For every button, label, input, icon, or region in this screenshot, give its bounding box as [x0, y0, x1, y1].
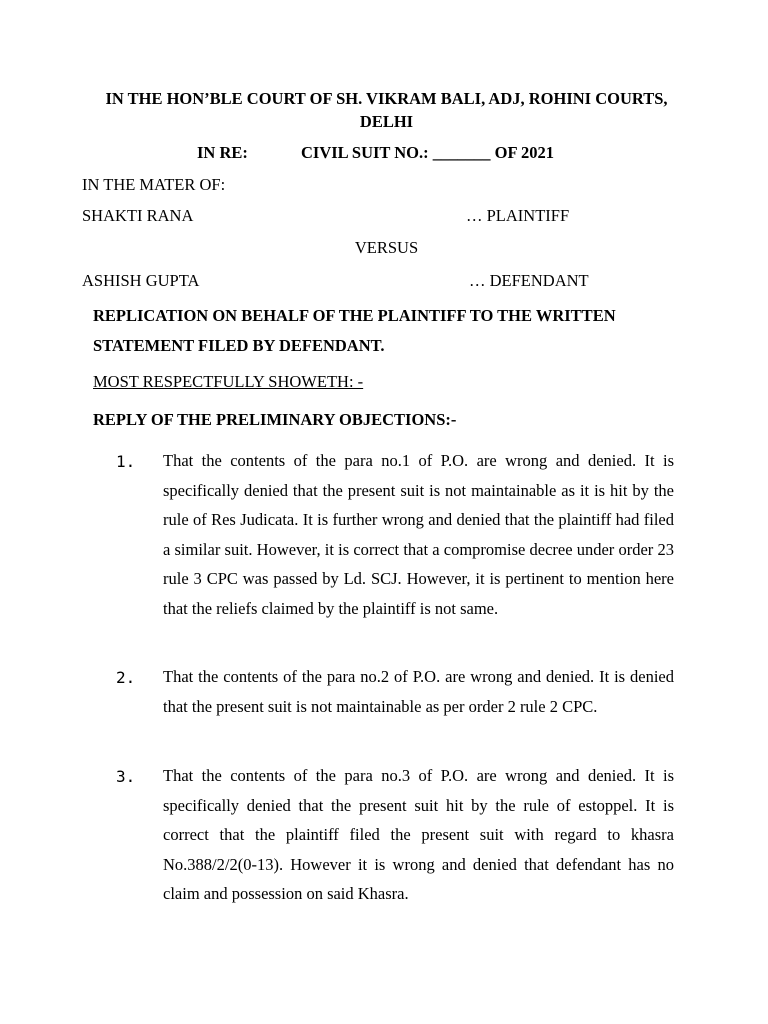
defendant-role: … DEFENDANT — [469, 271, 589, 290]
versus-label: VERSUS — [354, 238, 419, 257]
replication-title: REPLICATION ON BEHALF OF THE PLAINTIFF TO THE WRITTEN STATEMENT FILED BY DEFENDANT. — [93, 306, 616, 355]
defendant-name: ASHISH GUPTA — [82, 271, 200, 290]
preliminary-objections-heading: REPLY OF THE PRELIMINARY OBJECTIONS:- — [93, 410, 457, 429]
plaintiff-role: … PLAINTIFF — [466, 206, 570, 225]
court-title: IN THE HON’BLE COURT OF SH. VIKRAM BALI, ADJ, ROHINI COURTS, DELHI — [105, 89, 668, 131]
plaintiff-name: SHAKTI RANA — [82, 206, 194, 225]
paragraph-text: That the contents of the para no.1 of P.O. are wrong and denied. It is specifically denied that the present suit is not maintainable as it is hit by the rule of Res Judicata. It is further wrong and denied that the plaintiff had filed a similar suit. However, it is correct that a compromise decree under order 23 rule 3 CPC was passed by Ld. SCJ. However, it is pertinent to mention here that the reliefs claimed by the plaintiff is not same. — [163, 451, 674, 618]
in-re-label: IN RE: — [197, 143, 248, 162]
showeth-heading: MOST RESPECTFULLY SHOWETH: - — [93, 372, 364, 391]
paragraph-number: 2. — [116, 668, 136, 687]
case-reference-row — [0, 143, 768, 165]
paragraph-number: 3. — [116, 767, 136, 786]
matter-label: IN THE MATER OF: — [82, 175, 226, 194]
civil-suit-number: CIVIL SUIT NO.: _______ OF 2021 — [301, 143, 555, 162]
paragraph-text: That the contents of the para no.2 of P.O. are wrong and denied. It is denied that the present suit is not maintainable as per order 2 rule 2 CPC. — [163, 667, 674, 716]
paragraph-text: That the contents of the para no.3 of P.O. are wrong and denied. It is specifically denied that the present suit hit by the rule of estoppel. It is correct that the plaintiff filed the present suit with regard to khasra No.388/2/2(0-13). However it is wrong and denied that defendant has no claim and possession on said Khasra. — [163, 766, 674, 903]
paragraph-number: 1. — [116, 452, 136, 471]
